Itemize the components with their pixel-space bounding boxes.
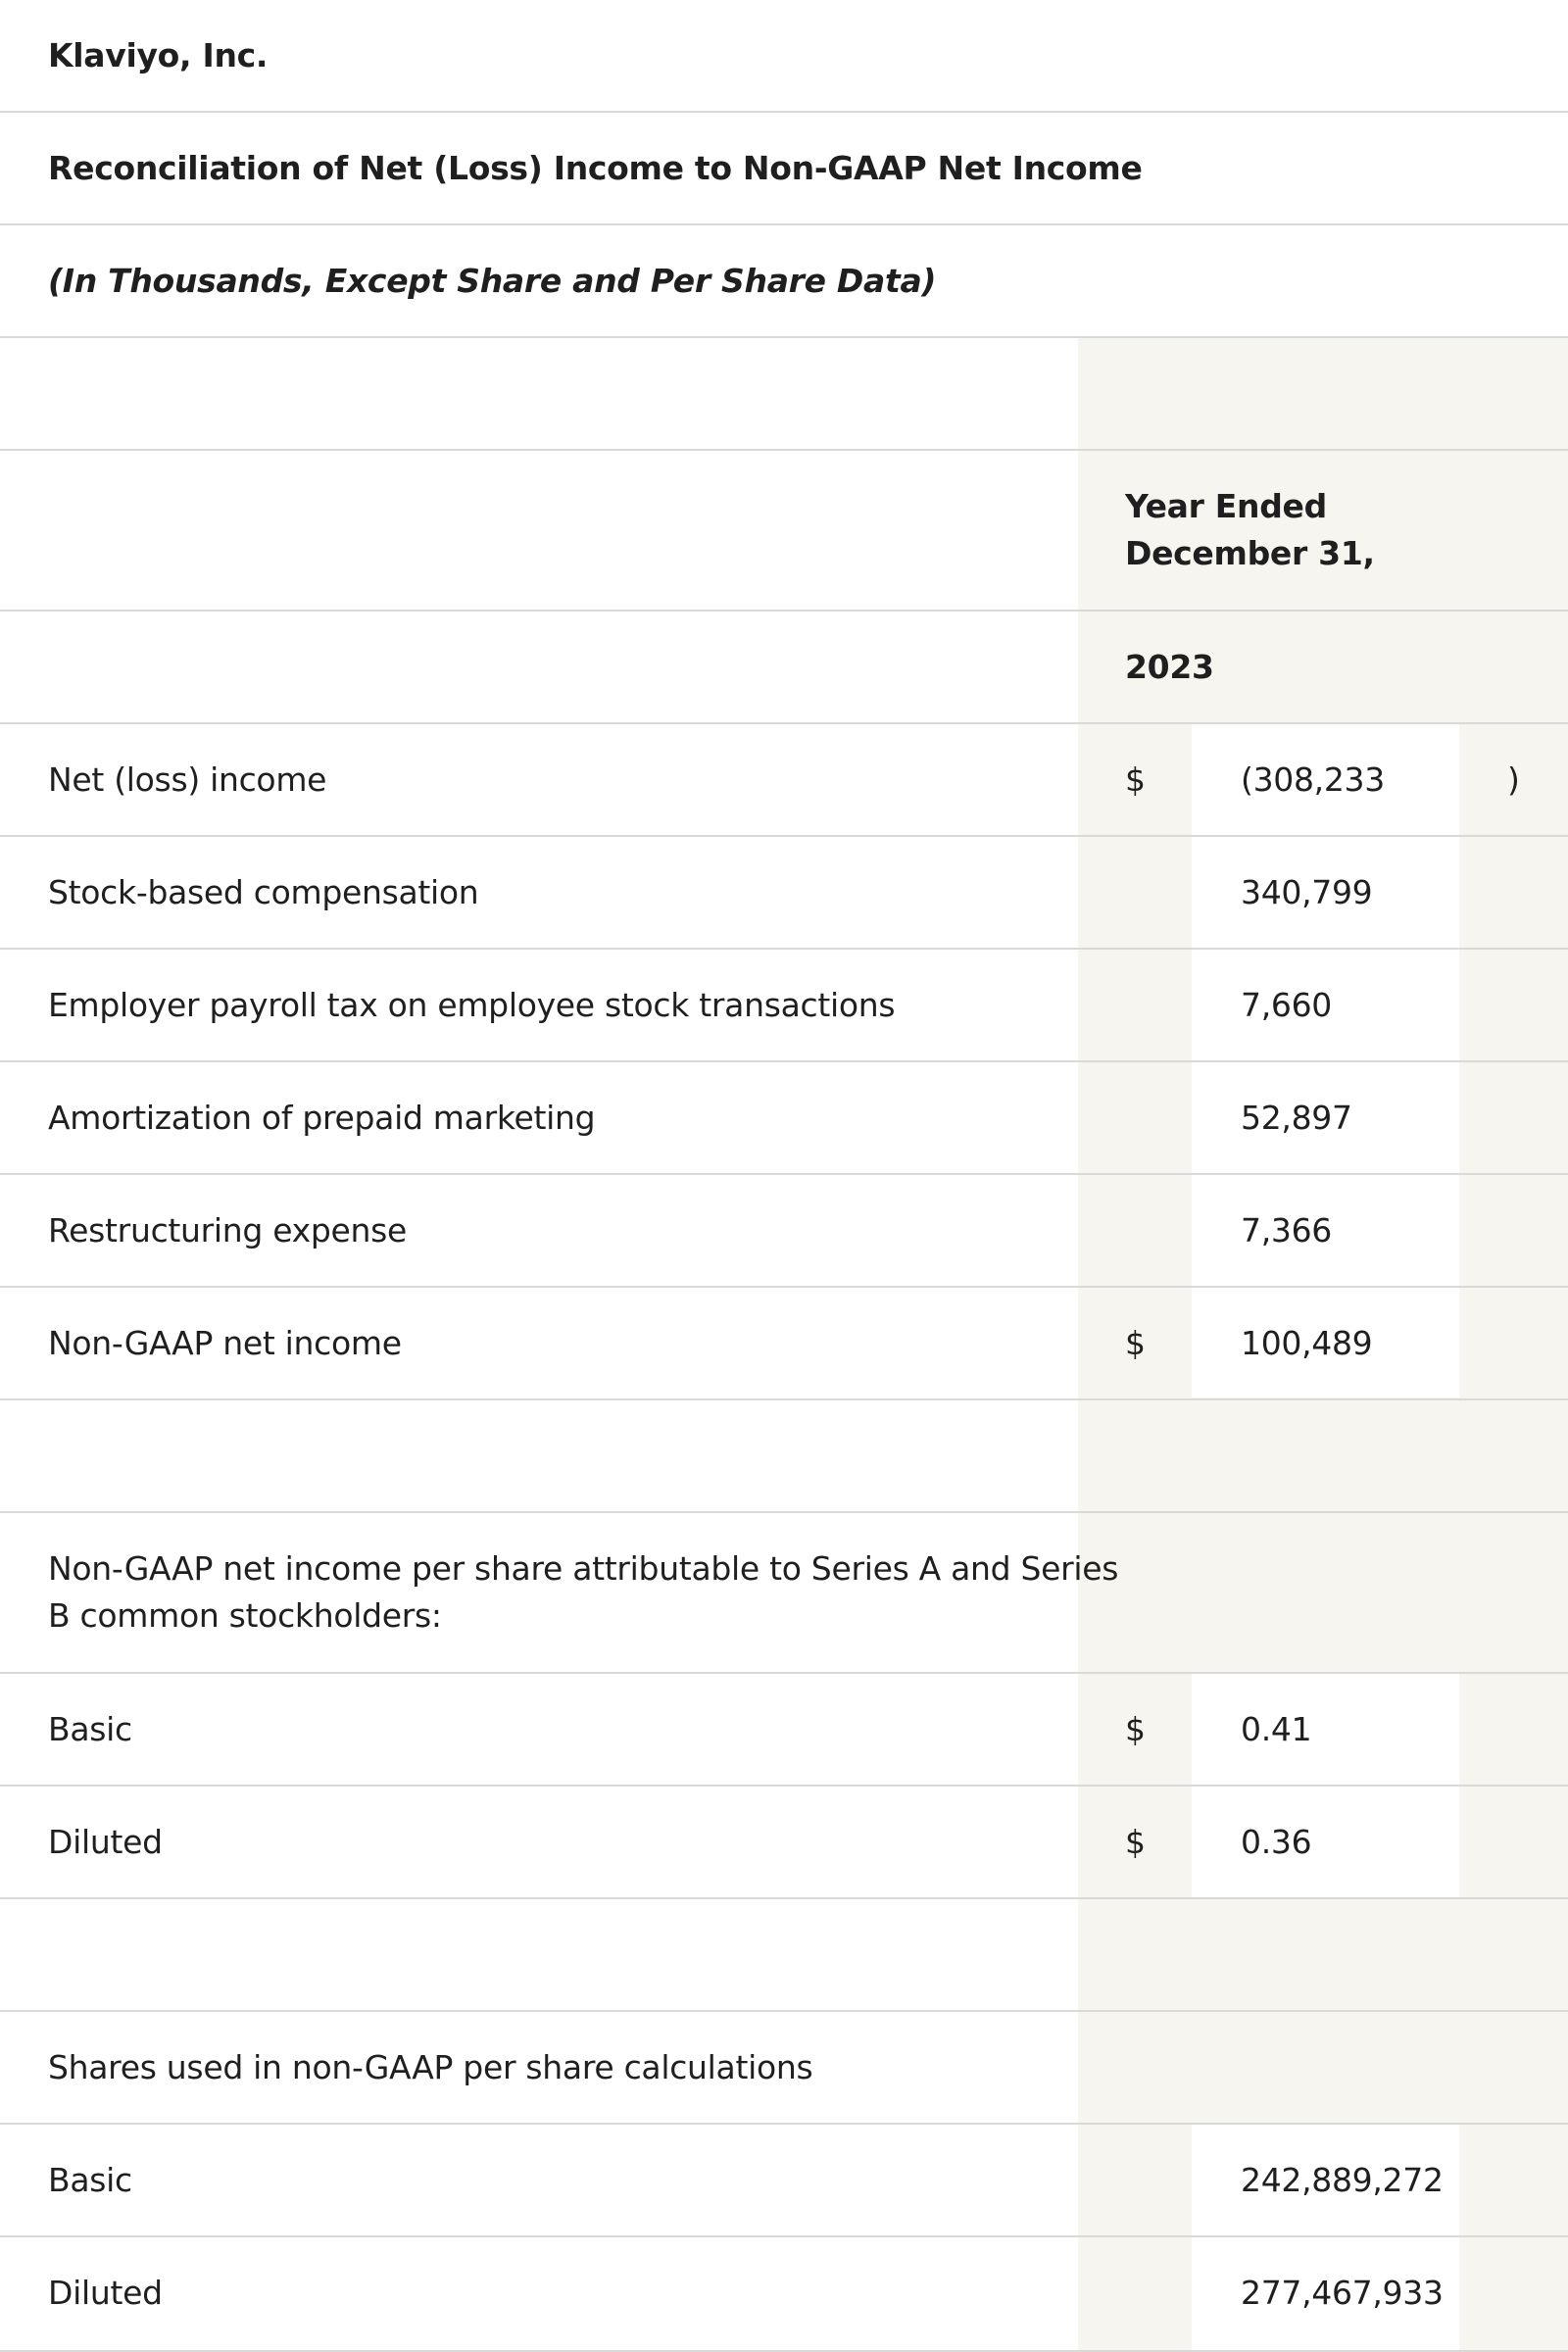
section-header-row bbox=[0, 2012, 1568, 2125]
table-row bbox=[0, 1062, 1568, 1175]
section-header-line2: B common stockholders: bbox=[48, 1596, 442, 1635]
row-value: 100,489 bbox=[1241, 1324, 1373, 1362]
table-row bbox=[0, 2237, 1568, 2352]
row-label: Diluted bbox=[48, 1823, 163, 1861]
section-header: Shares used in non-GAAP per share calculations bbox=[48, 2048, 813, 2086]
table-row bbox=[0, 1288, 1568, 1400]
row-value: 0.36 bbox=[1241, 1823, 1312, 1861]
table-row bbox=[0, 2125, 1568, 2237]
row-value: 242,889,272 bbox=[1241, 2161, 1444, 2199]
currency-symbol: $ bbox=[1125, 1710, 1146, 1748]
table-row bbox=[0, 1674, 1568, 1787]
column-header-row bbox=[0, 451, 1568, 612]
row-label: Diluted bbox=[48, 2274, 163, 2312]
row-label: Restructuring expense bbox=[48, 1211, 408, 1250]
column-year: 2023 bbox=[1125, 648, 1214, 686]
row-label: Employer payroll tax on employee stock transactions bbox=[48, 986, 896, 1024]
column-header-line1: Year Ended bbox=[1125, 487, 1327, 525]
row-value: 277,467,933 bbox=[1241, 2274, 1444, 2312]
spacer-row bbox=[0, 1400, 1568, 1513]
row-value: 340,799 bbox=[1241, 873, 1373, 911]
page-subtitle: (In Thousands, Except Share and Per Share Data) bbox=[48, 262, 937, 300]
year-row bbox=[0, 612, 1568, 724]
row-label: Stock-based compensation bbox=[48, 873, 479, 911]
row-value: 7,366 bbox=[1241, 1211, 1332, 1250]
currency-symbol: $ bbox=[1125, 1324, 1146, 1362]
section-header-line1: Non-GAAP net income per share attributable to Series A and Series bbox=[48, 1549, 1119, 1588]
row-label: Non-GAAP net income bbox=[48, 1324, 402, 1362]
table-row bbox=[0, 950, 1568, 1062]
row-label: Amortization of prepaid marketing bbox=[48, 1099, 596, 1137]
table-row bbox=[0, 1787, 1568, 1899]
table-row bbox=[0, 1175, 1568, 1288]
close-paren: ) bbox=[1507, 760, 1520, 799]
column-header-line2: December 31, bbox=[1125, 534, 1375, 572]
row-value: 52,897 bbox=[1241, 1099, 1352, 1137]
spacer-row bbox=[0, 1899, 1568, 2012]
row-value: 0.41 bbox=[1241, 1710, 1312, 1748]
row-label: Basic bbox=[48, 2161, 132, 2199]
company-name: Klaviyo, Inc. bbox=[48, 36, 269, 74]
company-row bbox=[0, 0, 1568, 113]
table-row bbox=[0, 724, 1568, 837]
row-label: Basic bbox=[48, 1710, 132, 1748]
subtitle-row bbox=[0, 225, 1568, 338]
row-label: Net (loss) income bbox=[48, 760, 327, 799]
page-title: Reconciliation of Net (Loss) Income to Non-GAAP Net Income bbox=[48, 149, 1143, 187]
row-value: 7,660 bbox=[1241, 986, 1332, 1024]
currency-symbol: $ bbox=[1125, 1823, 1146, 1861]
row-value: (308,233 bbox=[1241, 760, 1385, 799]
section-header-row bbox=[0, 1513, 1568, 1674]
spacer-row bbox=[0, 338, 1568, 451]
title-row bbox=[0, 113, 1568, 225]
currency-symbol: $ bbox=[1125, 760, 1146, 799]
table-row bbox=[0, 837, 1568, 950]
